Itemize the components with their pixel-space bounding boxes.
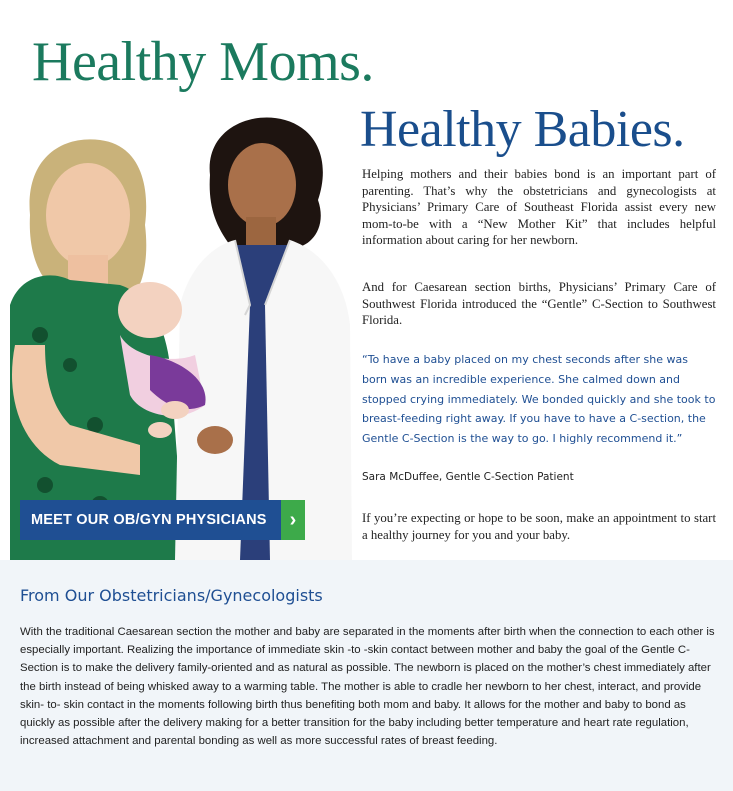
chevron-right-icon[interactable]: › [281, 500, 305, 540]
headline-healthy-babies: Healthy Babies. [360, 101, 685, 158]
testimonial-attribution: Sara McDuffee, Gentle C-Section Patient [362, 471, 574, 483]
meet-physicians-label[interactable]: MEET OUR OB/GYN PHYSICIANS [20, 500, 281, 540]
intro-paragraph-gentle-csection: And for Caesarean section births, Physicians’ Primary Care of Southwest Florida introduced the “Gentle” C-Section to Southwest Florida. [362, 280, 716, 327]
hero-photo [0, 105, 352, 560]
meet-physicians-button[interactable] [20, 500, 305, 540]
headline-healthy-moms: Healthy Moms. [32, 31, 374, 93]
patient-testimonial-quote: “To have a baby placed on my chest seconds after she was born was an incredible experience. She calmed down and stopped crying immediately. We bonded quickly and she took to breast-feeding right away. If you have to have a C-section, the Gentle C-Section is the way to go. I highly recommend it.” [362, 353, 716, 446]
panel-title: From Our Obstetricians/Gynecologists [20, 586, 323, 605]
obgyn-info-panel [0, 560, 733, 791]
intro-paragraph-new-mother-kit: Helping mothers and their babies bond is an important part of parenting. That’s why the obstetricians and gynecologists at Physicians’ Primary Care of Southeast Florida assist every new mom-to-be with a “New Mother Kit” that includes helpful information about caring for her newborn. [362, 167, 716, 247]
appointment-call-to-action-text: If you’re expecting or hope to be soon, make an appointment to start a healthy journey for you and your baby. [362, 511, 716, 542]
panel-body-text: With the traditional Caesarean section the mother and baby are separated in the moments after birth when the connection to each other is especially important. Realizing the importance of immediate skin -to -skin contact between mother and baby the goal of the Gentle C-Section is to make the delivery family-oriented and as natural as possible. The newborn is placed on the mother’s chest immediately after the birth instead of being whisked away to a warming table. The mother is able to cradle her newborn to her chest, interact, and provide skin- to- skin contact in the moments following birth thus benefiting both mom and baby. It allows for the mother and baby to bond as quickly as possible after the delivery making for a better transition for the baby including better temperature and heart rate regulation, increased attachment and parental bonding as well as more successful rates of breast feeding. [20, 626, 715, 748]
